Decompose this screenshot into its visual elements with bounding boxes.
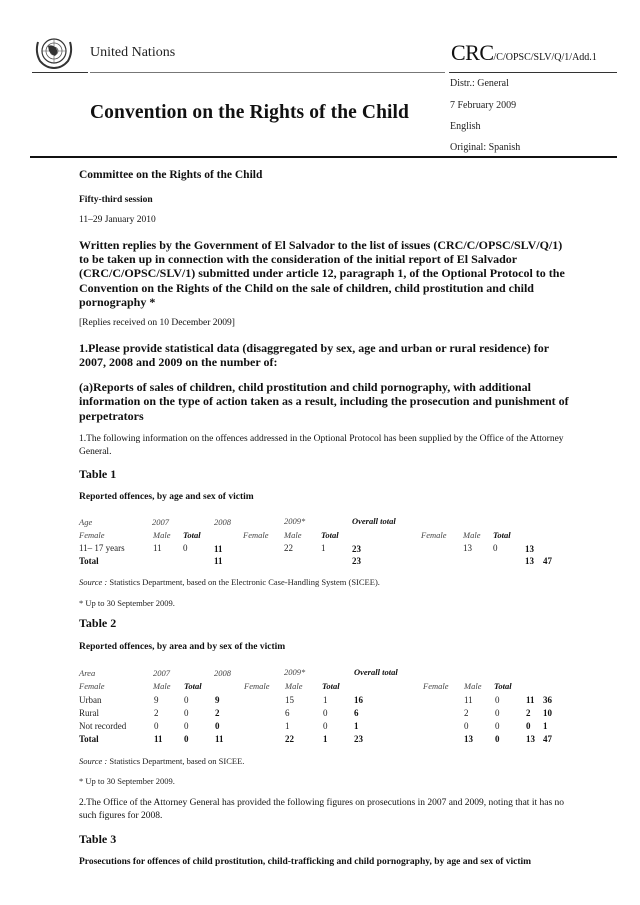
row-label: Not recorded [79,721,127,731]
table-cell: 0 [184,695,189,705]
table-header: Age [79,517,93,527]
table-header: Female [243,530,269,540]
question-1a: (a)Reports of sales of children, child prostitution and child pornography, with additional information on the type of action taken as a result, including the prosecution and punishment of perpetrators [79,380,569,423]
row-label: Urban [79,695,102,705]
table-cell: 1 [285,721,290,731]
table-cell: 11 [214,544,223,554]
table-cell: 0 [526,721,531,731]
organization-name: United Nations [90,45,176,60]
source-label: Source : [79,577,108,587]
un-emblem-icon [32,32,76,72]
table-cell: 13 [526,734,535,744]
committee-heading: Committee on the Rights of the Child [79,169,263,181]
table-cell: 11 [464,695,473,705]
row-label: Total [79,556,99,566]
table-cell: 11 [153,543,162,553]
table-cell: 15 [285,695,294,705]
table-cell: 13 [463,543,472,553]
document-date: 7 February 2009 [450,100,517,111]
table-cell: 23 [352,544,361,554]
table-header: Male [464,681,482,691]
table-header: 2007 [152,517,169,527]
table-cell: 9 [154,695,159,705]
table-cell: 6 [354,708,359,718]
table-cell: 23 [354,734,363,744]
table-cell: 11 [154,734,163,744]
replies-received: [Replies received on 10 December 2009] [79,318,235,328]
table-header: Female [79,681,105,691]
table-header: Total [493,530,511,540]
header-rule [32,72,88,73]
table-cell: 0 [464,721,469,731]
table-cell: 10 [543,708,552,718]
table-cell: 11 [526,695,535,705]
table-cell: 16 [354,695,363,705]
table-header: Overall total [354,667,398,677]
table-cell: 6 [285,708,290,718]
source-text: Statistics Department, based on the Electronic Case-Handling System (SICEE). [109,577,380,587]
table-header: 2008 [214,517,231,527]
row-label: 11– 17 years [79,543,125,553]
table-cell: 1 [323,695,328,705]
table-header: 2008 [214,668,231,678]
table-cell: 0 [183,543,188,553]
header-rule [90,72,445,73]
table-cell: 1 [323,734,328,744]
table-cell: 2 [526,708,531,718]
document-title: Written replies by the Government of El Salvador to the list of issues (CRC/C/OPSC/SLV/Q/1) to be taken up in connection with the consideration of the initial report of El Salvador (CRC/C/OPSC/SLV/1) submitted under article 12, paragraph 1, of the Optional Protocol to the Convention on the Rights of the Child on the sale of children, child prostitution and child pornography * [79,238,565,309]
table-header: Male [153,681,171,691]
table-cell: 2 [154,708,159,718]
question-1: 1.Please provide statistical data (disaggregated by sex, age and urban or rural residence) for 2007, 2008 and 2009 on the number of: [79,341,549,369]
table-cell: 0 [323,721,328,731]
table-cell: 0 [495,734,500,744]
table2-footnote: * Up to 30 September 2009. [79,776,175,786]
table-cell: 13 [525,544,534,554]
table-cell: 47 [543,734,552,744]
paragraph-2: 2.The Office of the Attorney General has provided the following figures on prosecutions in 2007 and 2009, noting that it has no such figures for 2008. [79,798,565,821]
table-cell: 22 [285,734,294,744]
table-header: Female [423,681,449,691]
table2-caption: Reported offences, by area and by sex of the victim [79,642,286,652]
table3-caption: Prosecutions for offences of child prostitution, child-trafficking and child pornography, by age and sex of victim [79,857,532,867]
table-header: Area [79,668,96,678]
row-label: Rural [79,708,99,718]
table-header: Total [321,530,339,540]
table-cell: 0 [184,708,189,718]
convention-title: Convention on the Rights of the Child [90,102,409,123]
table-cell: 2 [464,708,469,718]
table-cell: 13 [464,734,473,744]
table-cell: 22 [284,543,293,553]
table-header: Female [244,681,270,691]
table-cell: 9 [215,695,220,705]
table3-label: Table 3 [79,832,117,846]
table-cell: 0 [215,721,220,731]
symbol-prefix: CRC [451,40,494,65]
row-label: Total [79,734,99,744]
table-cell: 36 [543,695,552,705]
table2-source [79,756,244,766]
table2-label: Table 2 [79,616,117,630]
table-header: Overall total [352,516,396,526]
table-cell: 47 [543,556,552,566]
table1-label: Table 1 [79,467,117,481]
table-header: Male [463,530,481,540]
table-header: 2009* [284,667,306,677]
original-language: Original: Spanish [450,142,521,153]
table-cell: 23 [352,556,361,566]
table-cell: 11 [215,734,224,744]
table-cell: 0 [493,543,498,553]
table-cell: 1 [321,543,326,553]
table-header: 2009* [284,516,306,526]
table-cell: 0 [495,721,500,731]
table-cell: 0 [154,721,159,731]
table-header: Total [184,681,202,691]
table-header: Total [322,681,340,691]
header-rule [449,72,617,73]
table-header: Male [284,530,302,540]
table-header: Female [79,530,105,540]
table-cell: 1 [543,721,548,731]
source-text: Statistics Department, based on SICEE. [109,756,245,766]
table-header: Male [153,530,171,540]
table-cell: 0 [184,734,189,744]
table-cell: 0 [184,721,189,731]
header-bottom-rule [30,156,617,158]
table1-footnote: * Up to 30 September 2009. [79,598,175,608]
table-header: Total [494,681,512,691]
table-header: Total [183,530,201,540]
session-dates: 11–29 January 2010 [79,215,156,225]
distribution: Distr.: General [450,78,509,89]
document-symbol [451,40,597,66]
table-cell: 2 [215,708,220,718]
table-header: 2007 [153,668,170,678]
table-header: Male [285,681,303,691]
language: English [450,121,481,132]
table-header: Female [421,530,447,540]
table-cell: 1 [354,721,359,731]
table1-caption: Reported offences, by age and sex of victim [79,492,254,502]
source-label: Source : [79,756,108,766]
table1-source [79,577,380,587]
symbol-suffix: /C/OPSC/SLV/Q/1/Add.1 [493,52,597,63]
table-cell: 0 [495,695,500,705]
paragraph-1: 1.The following information on the offences addressed in the Optional Protocol has been supplied by the Office of the Attorney General. [79,434,564,457]
session-heading: Fifty-third session [79,195,153,205]
table-cell: 0 [495,708,500,718]
table-cell: 13 [525,556,534,566]
table-cell: 11 [214,556,223,566]
table-cell: 0 [323,708,328,718]
